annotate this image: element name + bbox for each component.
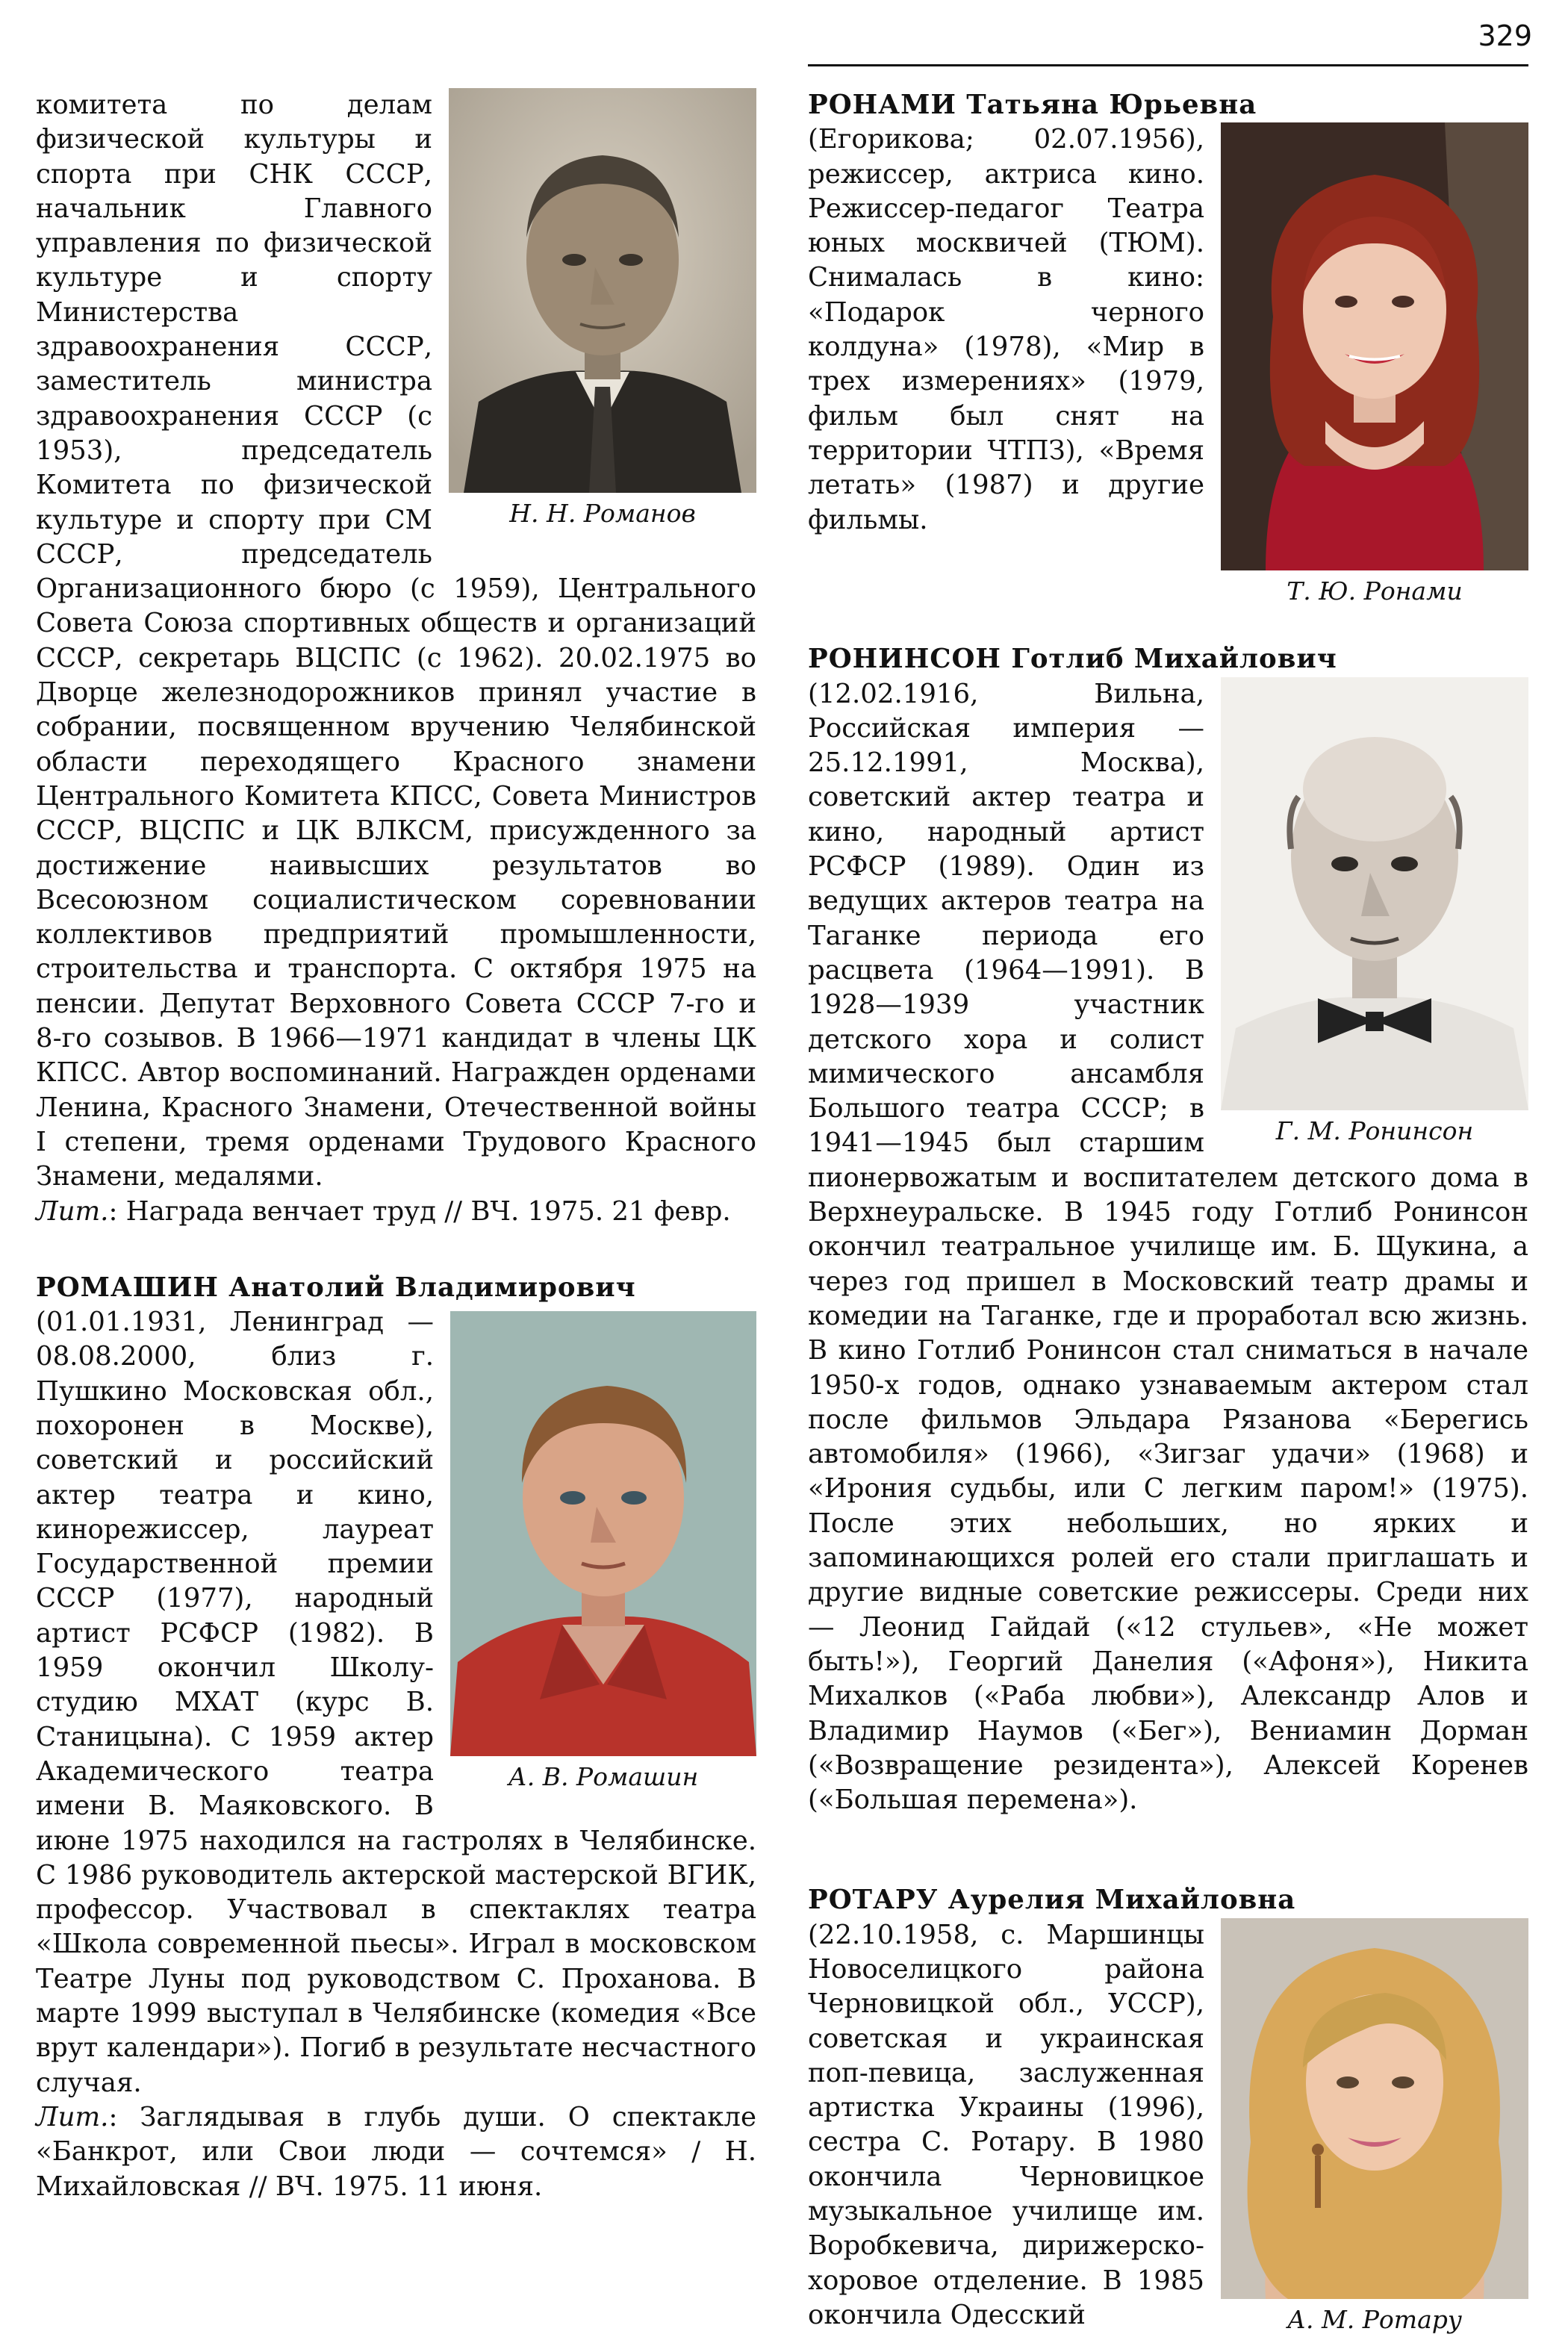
photo-ronami bbox=[1221, 122, 1528, 608]
photo-roninson-caption: Г. М. Ронинсон bbox=[1275, 1116, 1474, 1145]
portrait-man-bw bbox=[1221, 677, 1528, 1110]
entry-ronami-text: (Егорикова; 02.07.1956), режиссер, актриса кино. Режиссер-педагог Театра юных москвичей (ТЮМ). Снималась в кино: «Подарок черного колдуна» (1978), «Мир в трех измерениях» (1979, фильм был снят на территории ЧТПЗ), «Время летать» (1987) и другие фильмы. bbox=[808, 124, 1204, 535]
entry-romashin-text: (01.01.1931, Ленинград — 08.08.2000, близ г. Пушкино Московская обл., похоронен в Москве), советский и российский актер театра и кино, кинорежиссер, лауреат Государственной премии СССР (1977), народный артист РСФСР (1982). В 1959 окончил Школу-студию МХАТ (курс В. Станицына). С 1959 актер Академического театра имени В. Маяковского. В июне 1975 находился на гастролях в Челябинске. С 1986 руководитель актерской мастерской ВГИК, профессор. Участвовал в спектаклях театра «Школа современной пьесы». Играл в московском Театре Луны под руководством С. Проханова. В марте 1999 выступал в Челябинске (комедия «Все врут календари»). Погиб в результате несчастного случая. bbox=[36, 1307, 756, 2098]
entry-ronami bbox=[808, 88, 1528, 606]
entry-romanov bbox=[36, 88, 756, 1229]
header-rule bbox=[808, 64, 1528, 66]
photo-romanov-caption: Н. Н. Романов bbox=[509, 499, 696, 528]
entry-ronami-name: РОНАМИ Татьяна Юрьевна bbox=[808, 90, 1257, 120]
literature-label: Лит. bbox=[36, 1195, 109, 1227]
page-number: 329 bbox=[1478, 19, 1532, 52]
photo-romashin bbox=[450, 1311, 756, 1793]
photo-roninson-image bbox=[1221, 677, 1528, 1110]
literature-text: : Заглядывая в глубь души. О спектакле «Банкрот, или Свои люди — сочтемся» / Н. Михайловская // ВЧ. 1975. 11 июня. bbox=[36, 2101, 756, 2202]
photo-rotaru bbox=[1221, 1918, 1528, 2336]
photo-roninson bbox=[1221, 677, 1528, 1148]
literature-label: Лит. bbox=[36, 2101, 109, 2132]
entry-rotaru-heading bbox=[808, 1883, 1528, 1917]
entry-romashin-name: РОМАШИН Анатолий Владимирович bbox=[36, 1272, 636, 1303]
entry-romashin-literature bbox=[36, 2100, 756, 2204]
photo-ronami-image bbox=[1221, 122, 1528, 570]
entry-romanov-text: комитета по делам физической культуры и спорта при СНК СССР, начальник Главного управления по физической культуре и спорту Министерства здравоохранения СССР, заместитель министра здравоохранения СССР (с 1953), председатель Комитета по физической культуре и спорту при СМ СССР, председатель Организационного бюро (с 1959), Центрального Совета Союза спортивных обществ и организаций СССР, секретарь ВЦСПС (с 1962). 20.02.1975 во Дворце железнодорожников принял участие в собрании, посвященном вручению Челябинской области переходящего Красного знамени Центрального Комитета КПСС, Совета Министров СССР, ВЦСПС и ЦК ВЛКСМ, присужденного за достижение наивысших результатов во Всесоюзном социалистическом соревновании коллективов предприятий промышленности, строительства и транспорта. С октября 1975 на пенсии. Депутат Верховного Совета СССР 7-го и 8-го созывов. В 1966—1971 кандидат в члены ЦК КПСС. Автор воспоминаний. Награжден орденами Ленина, Красного Знамени, Отечественной войны I степени, тремя орденами Трудового Красного Знамени, медалями. bbox=[36, 90, 756, 1192]
entry-rotaru-text: (22.10.1958, с. Маршинцы Новоселицкого района Черновицкой обл., УССР), советская и украинская поп-певица, заслуженная артистка Украины (1996), сестра С. Ротару. В 1980 окончила Черновицкое музыкальное училище им. Воробкевича, дирижерско-хоровое отделение. В 1985 окончила Одесский bbox=[808, 1919, 1204, 2330]
photo-rotaru-image bbox=[1221, 1918, 1528, 2299]
portrait-woman-blonde bbox=[1221, 1918, 1528, 2299]
left-column bbox=[36, 88, 756, 2204]
entry-roninson bbox=[808, 615, 1528, 1817]
photo-romashin-caption: А. В. Ромашин bbox=[508, 1762, 699, 1792]
entry-roninson-text: (12.02.1916, Вильна, Российская империя — 25.12.1991, Москва), советский актер театра и кино, народный артист РСФСР (1989). Один из ведущих актеров театра на Таганке периода его расцвета (1964—1991). В 1928—1939 участник детского хора и солист мимического ансамбля Большого театра СССР; в 1941—1945 был старшим пионервожатым и воспитателем детского дома в Верхнеуральске. В 1945 году Готлиб Ронинсон окончил театральное училище им. Б. Щукина, а через год пришел в Московский театр драмы и комедии на Таганке, где и проработал всю жизнь. В кино Готлиб Ронинсон стал сниматься в начале 1950-х годов, однако узнаваемым актером стал после фильмов Эльдара Рязанова «Берегись автомобиля» (1966), «Зигзаг удачи» (1968) и «Ирония судьбы, или С легким паром!» (1975). После этих небольших, но ярких и запоминающихся ролей его стали приглашать и другие видные советские режиссеры. Среди них — Леонид Гайдай («12 стульев», «Не может быть!»), Георгий Данелия («Афоня»), Никита Михалков («Раба любви»), Александр Алов и Владимир Наумов («Бег»), Вениамин Дорман («Возвращение резидента»), Алексей Коренев («Большая перемена»). bbox=[808, 678, 1528, 1816]
portrait-woman-color bbox=[1221, 122, 1528, 570]
entry-romashin-heading bbox=[36, 1271, 756, 1305]
entry-romanov-literature bbox=[36, 1195, 756, 1229]
entry-roninson-heading bbox=[808, 642, 1528, 676]
portrait-man-sepia bbox=[449, 88, 756, 493]
entry-rotaru bbox=[808, 1856, 1528, 2333]
photo-rotaru-caption: А. М. Ротару bbox=[1287, 2304, 1463, 2334]
photo-ronami-caption: Т. Ю. Ронами bbox=[1287, 576, 1463, 606]
photo-romashin-image bbox=[450, 1311, 756, 1756]
right-column bbox=[808, 88, 1528, 2344]
literature-text: : Награда венчает труд // ВЧ. 1975. 21 февр. bbox=[108, 1195, 731, 1227]
entry-rotaru-name: РОТАРУ Аурелия Михайловна bbox=[808, 1885, 1296, 1916]
entry-roninson-name: РОНИНСОН Готлиб Михайлович bbox=[808, 644, 1337, 675]
photo-romanov-image bbox=[449, 88, 756, 493]
entry-romashin bbox=[36, 1271, 756, 2204]
portrait-man-color bbox=[450, 1311, 756, 1756]
photo-romanov bbox=[449, 88, 756, 530]
entry-ronami-heading bbox=[808, 88, 1528, 122]
